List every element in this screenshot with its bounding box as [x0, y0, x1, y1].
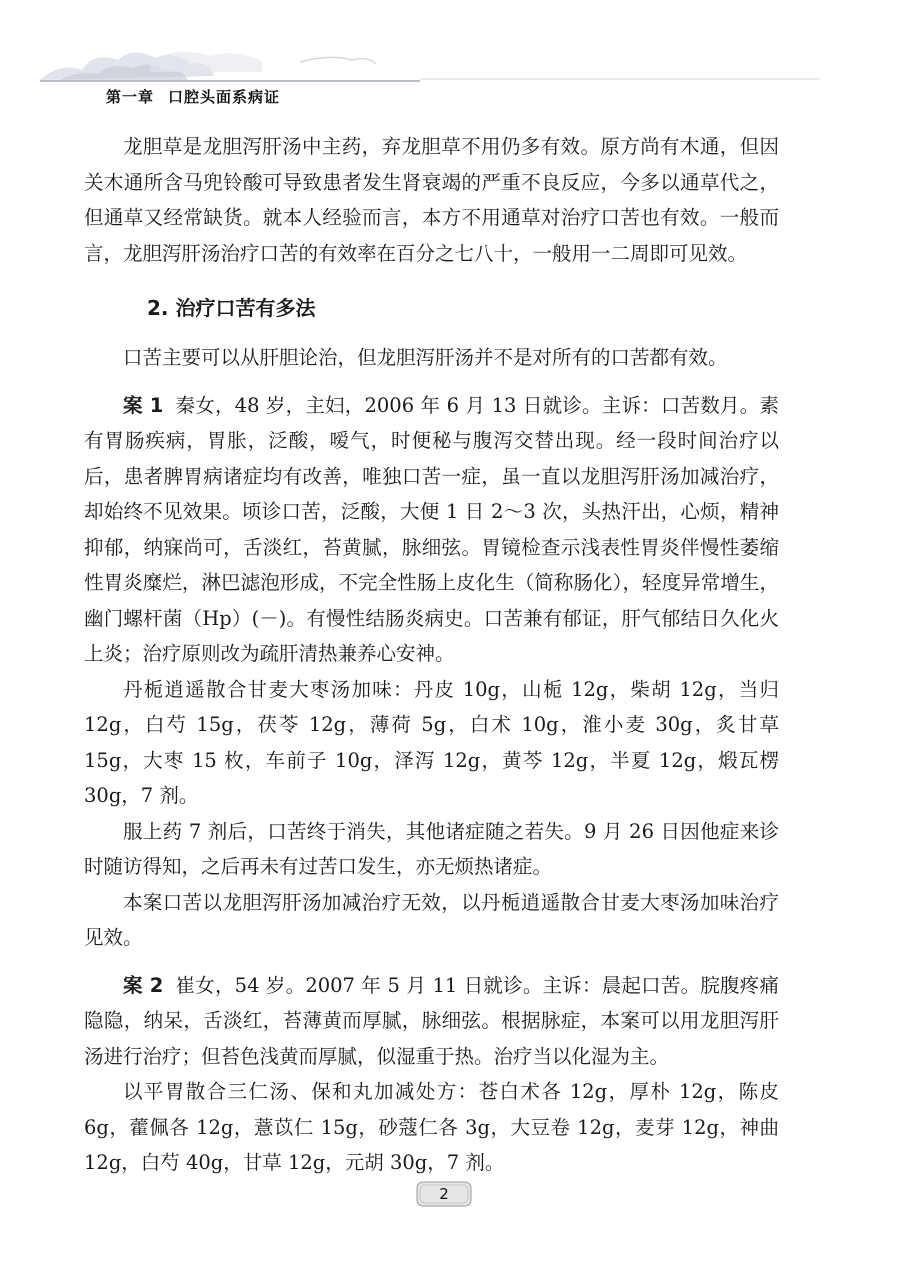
page-body — [84, 129, 779, 1181]
case2-text: 崔女，54 岁。2007 年 5 月 11 日就诊。主诉：晨起口苦。脘腹疼痛隐隐，纳呆，舌淡红，苔薄黄而厚腻，脉细弦。根据脉症，本案可以用龙胆泻肝汤进行治疗；但苔色浅黄而厚腻，似湿重于热。治疗当以化湿为主。 — [84, 973, 779, 1068]
case1-label: 案 1 — [123, 393, 164, 417]
case2-prescription: 以平胃散合三仁汤、保和丸加减处方：苍白术各 12g，厚朴 12g，陈皮 6g，藿佩各 12g，薏苡仁 15g，砂蔻仁各 3g，大豆卷 12g，麦芽 12g，神曲 12g，白芍 40g，甘草 12g，元胡 30g，7 剂。 — [84, 1080, 779, 1174]
page-number — [416, 1181, 472, 1207]
case1-followup: 服上药 7 剂后，口苦终于消失，其他诸症随之若失。9 月 26 日因他症来诊时随访得知，之后再未有过苦口发生，亦无烦热诸症。 — [84, 819, 779, 878]
case2-label: 案 2 — [123, 973, 164, 997]
chapter-header — [106, 86, 280, 107]
section-lead-paragraph: 口苦主要可以从肝胆论治，但龙胆泻肝汤并不是对所有的口苦都有效。 — [123, 346, 728, 369]
case2-paragraph — [84, 968, 779, 1075]
case1-prescription: 丹栀逍遥散合甘麦大枣汤加味：丹皮 10g，山栀 12g，柴胡 12g，当归 12g，白芍 15g，茯苓 12g，薄荷 5g，白术 10g，淮小麦 30g，炙甘草 15g，大枣 15 枚，车前子 10g，泽泻 12g，黄芩 12g，半夏 12g，煅瓦楞 30g，7 剂。 — [84, 677, 779, 807]
page-number-text: 2 — [439, 1185, 449, 1203]
case1-text: 秦女，48 岁，主妇，2006 年 6 月 13 日就诊。主诉：口苦数月。素有胃肠疾病，胃胀，泛酸，嗳气，时便秘与腹泻交替出现。经一段时间治疗以后，患者脾胃病诸症均有改善，唯独口苦一症，虽一直以龙胆泻肝汤加减治疗，却始终不见效果。顷诊口苦，泛酸，大便 1 日 2～3 次，头热汗出，心烦，精神抑郁，纳寐尚可，舌淡红，苔黄腻，脉细弦。胃镜检查示浅表性胃炎伴慢性萎缩性胃炎糜烂，淋巴滤泡形成，不完全性肠上皮化生（简称肠化），轻度异常增生，幽门螺杆菌（Hp）(－)。有慢性结肠炎病史。口苦兼有郁证，肝气郁结日久化火上炎；治疗原则改为疏肝清热兼养心安神。 — [84, 393, 779, 665]
intro-paragraph: 龙胆草是龙胆泻肝汤中主药，弃龙胆草不用仍多有效。原方尚有木通，但因关木通所含马兜铃酸可导致患者发生肾衰竭的严重不良反应，今多以通草代之，但通草又经常缺货。就本人经验而言，本方不用通草对治疗口苦也有效。一般而言，龙胆泻肝汤治疗口苦的有效率在百分之七八十，一般用一二周即可见效。 — [84, 135, 779, 265]
case1-paragraph — [84, 388, 779, 672]
section-heading: 2. 治疗口苦有多法 — [147, 296, 316, 320]
chapter-title: 口腔头面系病证 — [168, 88, 281, 106]
case1-summary: 本案口苦以龙胆泻肝汤加减治疗无效，以丹栀逍遥散合甘麦大枣汤加味治疗见效。 — [84, 890, 779, 949]
chapter-number: 第一章 — [106, 88, 155, 106]
